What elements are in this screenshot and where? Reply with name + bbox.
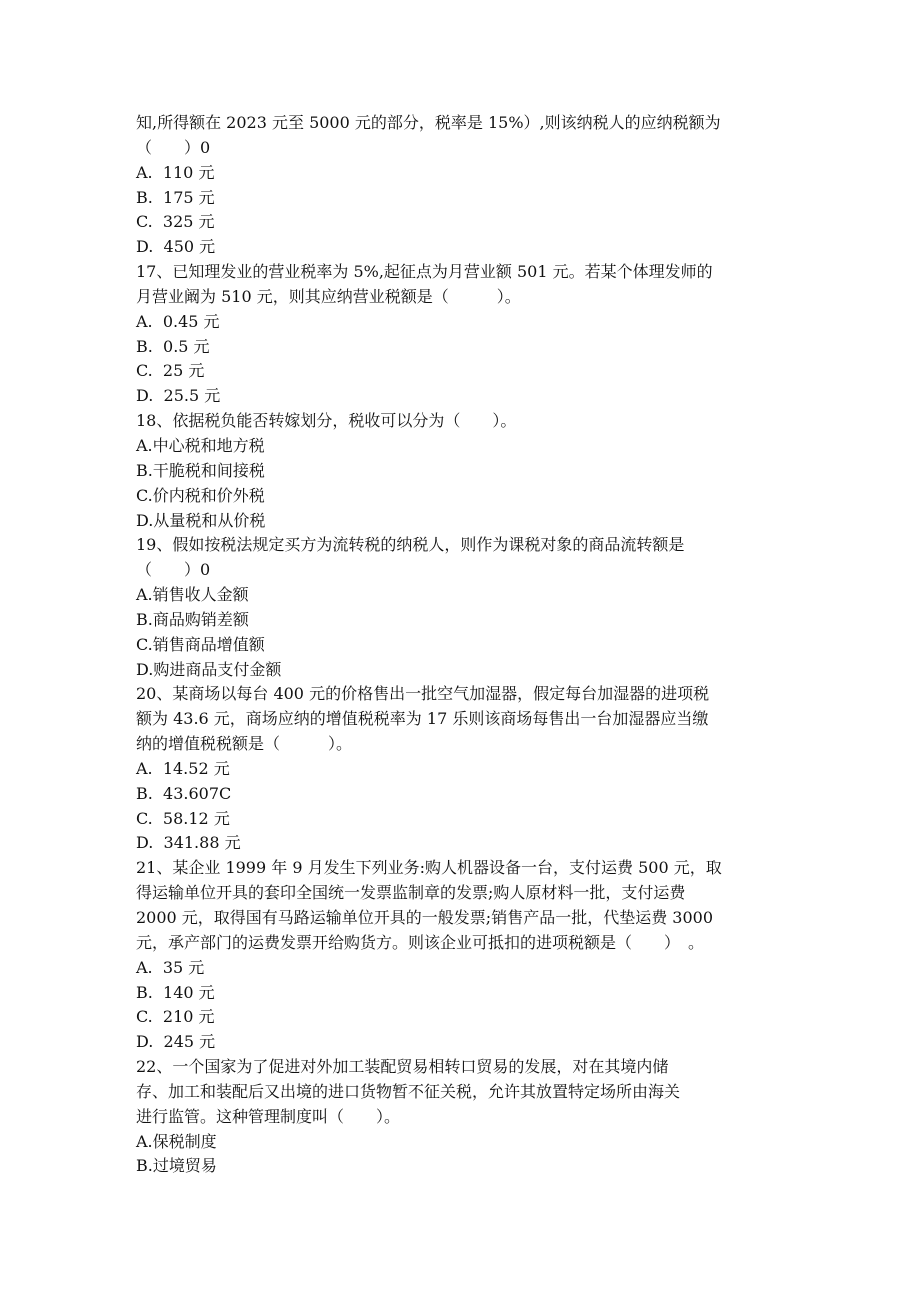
question-17: 17、已知理发业的营业税率为 5%,起征点为月营业额 501 元。若某个体理发师的: [136, 262, 713, 282]
option-d: D. 450 元: [136, 237, 216, 257]
option-c: C. 58.12 元: [136, 808, 230, 828]
option-b: B. 140 元: [136, 982, 215, 1002]
question-20: 20、某商场以每台 400 元的价格售出一批空气加湿器，假定每台加湿器的进项税: [136, 684, 710, 704]
option-d: D.购进商品支付金额: [136, 659, 282, 679]
text-line: 知,所得额在 2023 元至 5000 元的部分，税率是 15%）,则该纳税人的应纳税额为: [136, 113, 721, 132]
option-b: B.过境贸易: [136, 1156, 217, 1176]
option-a: A. 0.45 元: [136, 311, 220, 331]
option-c: C. 325 元: [136, 212, 215, 232]
option-b: B. 43.607C: [136, 783, 232, 803]
option-c: C.销售商品增值额: [136, 634, 265, 654]
option-a: A.中心税和地方税: [136, 435, 265, 455]
option-c: C.价内税和价外税: [136, 485, 265, 505]
option-d: D.从量税和从价税: [136, 510, 266, 530]
option-d: D. 25.5 元: [136, 386, 221, 406]
option-c: C. 25 元: [136, 361, 205, 381]
text-line: 元，承产部门的运费发票开给购货方。则该企业可抵扣的进项税额是（ ） 。: [136, 932, 705, 952]
text-line: 月营业阚为 510 元，则其应纳营业税额是（ ）。: [136, 286, 521, 306]
document-body: [136, 111, 816, 1179]
option-a: A. 14.52 元: [136, 758, 230, 778]
question-21: 21、某企业 1999 年 9 月发生下列业务:购人机器设备一台，支付运费 500 元，取: [136, 858, 722, 878]
option-b: B.商品购销差额: [136, 609, 249, 629]
option-c: C. 210 元: [136, 1007, 215, 1027]
text-line: （ ）0: [136, 137, 211, 157]
text-line: 得运输单位开具的套印全国统一发票监制章的发票;购人原材料一批，支付运费: [136, 883, 686, 903]
text-line: 额为 43.6 元，商场应纳的增值税税率为 17 乐则该商场每售出一台加湿器应当缴: [136, 709, 709, 729]
question-22: 22、一个国家为了促进对外加工装配贸易相转口贸易的发展，对在其境内储: [136, 1057, 669, 1077]
option-b: B. 175 元: [136, 187, 215, 207]
option-a: A. 110 元: [136, 162, 215, 182]
option-d: D. 341.88 元: [136, 833, 241, 853]
option-a: A.保税制度: [136, 1131, 217, 1151]
question-18: 18、依据税负能否转嫁划分，税收可以分为（ ）。: [136, 411, 517, 431]
option-d: D. 245 元: [136, 1032, 216, 1052]
text-line: 2000 元，取得国有马路运输单位开具的一般发票;销售产品一批，代垫运费 3000: [136, 908, 714, 927]
text-line: 进行监管。这种管理制度叫（ ）。: [136, 1106, 401, 1126]
option-a: A. 35 元: [136, 957, 205, 977]
text-line: （ ）0: [136, 560, 211, 580]
option-a: A.销售收人金额: [136, 585, 249, 605]
question-19: 19、假如按税法规定买方为流转税的纳税人，则作为课税对象的商品流转额是: [136, 535, 685, 555]
text-line: 存、加工和装配后又出境的进口货物暂不征关税，允许其放置特定场所由海关: [136, 1081, 681, 1101]
text-line: 纳的增值税税额是（ ）。: [136, 734, 353, 754]
option-b: B. 0.5 元: [136, 336, 210, 356]
option-b: B.干脆税和间接税: [136, 460, 265, 480]
